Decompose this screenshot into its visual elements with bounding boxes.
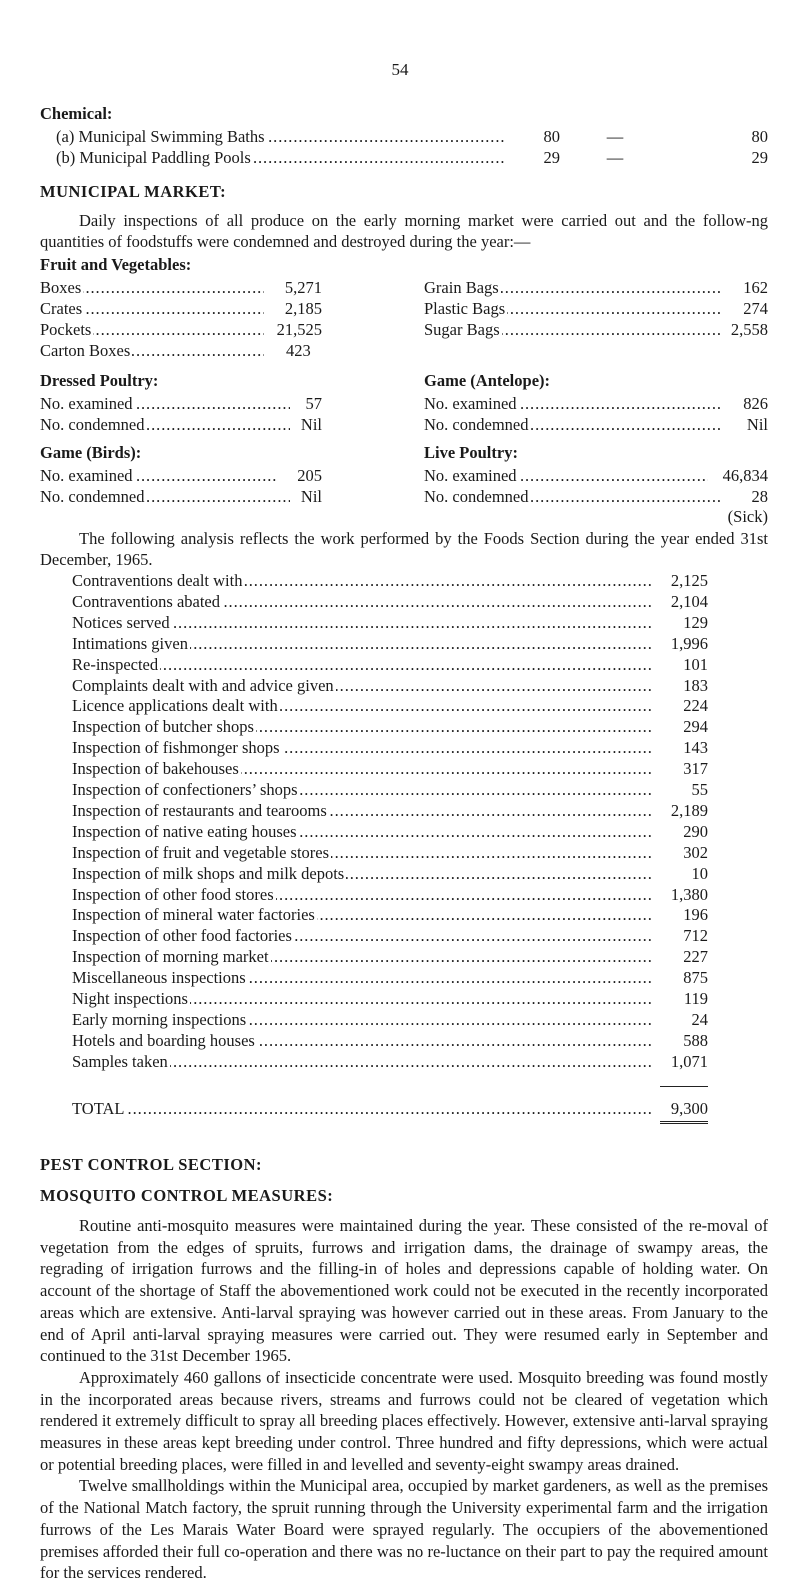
foods-row: Re-inspected . . . bbox=[72, 654, 652, 675]
live-poultry-heading: Live Poultry: bbox=[424, 443, 518, 462]
market-heading: MUNICIPAL MARKET: bbox=[40, 182, 227, 201]
foods-value: 1,380 bbox=[670, 885, 708, 904]
total-row: TOTAL . . . bbox=[72, 1098, 652, 1119]
total-value: 9,300 bbox=[670, 1099, 708, 1118]
chemical-row: (a) Municipal Swimming Baths . . . bbox=[56, 126, 506, 147]
pest-heading: PEST CONTROL SECTION: bbox=[40, 1155, 263, 1174]
foods-row: Inspection of confectioners’ shops . . . bbox=[72, 779, 652, 800]
game-antelope-row: No. condemned . . . bbox=[424, 414, 720, 435]
game-birds-value: Nil bbox=[300, 487, 322, 506]
fruit-value: 5,271 bbox=[284, 278, 322, 297]
live-poultry-value: 28 bbox=[751, 487, 768, 506]
live-poultry-note: (Sick) bbox=[727, 507, 768, 526]
foods-row: Inspection of native eating houses . . . bbox=[72, 821, 652, 842]
chemical-heading: Chemical: bbox=[40, 104, 113, 123]
fruit-row: Sugar Bags . . . bbox=[424, 319, 720, 340]
dressed-poultry-row: No. examined . . . bbox=[40, 393, 290, 414]
foods-value: 1,996 bbox=[670, 634, 708, 653]
foods-row: Inspection of morning market . . . bbox=[72, 946, 652, 967]
chemical-total: 80 bbox=[751, 127, 768, 146]
fruit-row: Boxes . . . bbox=[40, 277, 264, 298]
foods-value: 294 bbox=[683, 717, 708, 736]
fruit-value: 2,558 bbox=[730, 320, 768, 339]
game-birds-row: No. examined . . . bbox=[40, 465, 278, 486]
foods-row: Miscellaneous inspections . . . bbox=[72, 967, 652, 988]
foods-value: 2,104 bbox=[670, 592, 708, 611]
live-poultry-value: 46,834 bbox=[722, 466, 768, 485]
foods-row: Inspection of milk shops and milk depots . . . bbox=[72, 863, 652, 884]
foods-row: Licence applications dealt with . . . bbox=[72, 695, 652, 716]
foods-value: 224 bbox=[683, 696, 708, 715]
total-rule-bottom bbox=[660, 1121, 708, 1124]
foods-value: 302 bbox=[683, 843, 708, 862]
fruit-row: Pockets . . . bbox=[40, 319, 264, 340]
foods-row: Contraventions dealt with . . . bbox=[72, 570, 652, 591]
foods-value: 24 bbox=[691, 1010, 708, 1029]
dressed-poultry-heading: Dressed Poultry: bbox=[40, 371, 159, 390]
chemical-value: 29 bbox=[543, 148, 560, 167]
page-number: 54 bbox=[391, 60, 409, 79]
foods-value: 2,189 bbox=[670, 801, 708, 820]
market-intro: Daily inspections of all produce on the early morning market were carried out and the follow-ng quantities of foodstuffs were condemned and destroyed during the year:— bbox=[40, 211, 768, 251]
foods-value: 875 bbox=[683, 968, 708, 987]
dressed-poultry-row: No. condemned . . . bbox=[40, 414, 290, 435]
game-antelope-value: Nil bbox=[746, 415, 768, 434]
chemical-dash: — bbox=[606, 148, 624, 167]
foods-value: 588 bbox=[683, 1031, 708, 1050]
game-birds-value: 205 bbox=[297, 466, 322, 485]
game-antelope-row: No. examined . . . bbox=[424, 393, 720, 414]
chemical-total: 29 bbox=[751, 148, 768, 167]
fruit-heading: Fruit and Vegetables: bbox=[40, 255, 192, 274]
foods-value: 183 bbox=[683, 676, 708, 695]
foods-value: 2,125 bbox=[670, 571, 708, 590]
live-poultry-row: No. examined . . . bbox=[424, 465, 708, 486]
foods-row: Notices served . . . bbox=[72, 612, 652, 633]
foods-row: Intimations given . . . bbox=[72, 633, 652, 654]
fruit-value: 162 bbox=[743, 278, 768, 297]
mosquito-heading: MOSQUITO CONTROL MEASURES: bbox=[40, 1186, 334, 1205]
foods-row: Inspection of fishmonger shops . . . bbox=[72, 737, 652, 758]
foods-value: 129 bbox=[683, 613, 708, 632]
foods-row: Inspection of fruit and vegetable stores . . . bbox=[72, 842, 652, 863]
chemical-value: 80 bbox=[543, 127, 560, 146]
fruit-row: Crates . . . bbox=[40, 298, 264, 319]
pest-paragraph: Routine anti-mosquito measures were maintained during the year. These consisted of the re-moval of vegetation from the edges of spruits, furrows and irrigation dams, the drainage of swampy areas, the regrading of irrigation furrows and the filling-in of holes and depressions capable of holding water. On account of the shortage of Staff the abovementioned work could not be executed in the recently incorporated areas which are extensive. Anti-larval spraying was however carried out in these areas. From January to the end of April anti-larval spraying measures were carried out. They were resumed early in September and continued to the 31st December 1965. bbox=[40, 1216, 768, 1366]
dressed-poultry-value: Nil bbox=[300, 415, 322, 434]
game-antelope-value: 826 bbox=[743, 394, 768, 413]
game-birds-heading: Game (Birds): bbox=[40, 443, 142, 462]
foods-intro: The following analysis reflects the work performed by the Foods Section during the year ended 31st December, 1965. bbox=[40, 529, 768, 569]
game-birds-row: No. condemned . . . bbox=[40, 486, 290, 507]
foods-value: 119 bbox=[683, 989, 708, 1008]
foods-row: Inspection of mineral water factories . . . bbox=[72, 904, 652, 925]
foods-row: Early morning inspections . . . bbox=[72, 1009, 652, 1030]
pest-paragraph: Twelve smallholdings within the Municipal area, occupied by market gardeners, as well as the premises of the National Match factory, the spruit running through the University experimental farm and the irrigation furrows of the Les Marais Water Board were sprayed regularly. The occupiers of the abovementioned premises afforded their full co-operation and there was no re-luctance on their part to pay the required amount for the services rendered. bbox=[40, 1476, 768, 1583]
foods-value: 143 bbox=[683, 738, 708, 757]
live-poultry-row: No. condemned . . . bbox=[424, 486, 720, 507]
fruit-row: Grain Bags . . . bbox=[424, 277, 720, 298]
foods-value: 1,071 bbox=[670, 1052, 708, 1071]
foods-value: 290 bbox=[683, 822, 708, 841]
foods-value: 227 bbox=[683, 947, 708, 966]
foods-value: 55 bbox=[691, 780, 708, 799]
pest-paragraph: Approximately 460 gallons of insecticide concentrate were used. Mosquito breeding was found mostly in the incorporated areas because rivers, streams and furrows could not be cleared of vegetation which rendered it extremely difficult to spray all breeding places effectively. However, extensive anti-larval spraying measures in these areas kept breeding under control. Three hundred and fifty depressions, which were actual or potential breeding places, were filled in and levelled and seventy-eight swampy areas drained. bbox=[40, 1367, 768, 1474]
fruit-row: Plastic Bags . . . bbox=[424, 298, 720, 319]
total-rule-top bbox=[660, 1086, 708, 1087]
foods-row: Night inspections . . . bbox=[72, 988, 652, 1009]
game-antelope-heading: Game (Antelope): bbox=[424, 371, 551, 390]
fruit-row: Carton Boxes . . . bbox=[40, 340, 264, 361]
fruit-value: 2,185 bbox=[284, 299, 322, 318]
chemical-row: (b) Municipal Paddling Pools . . . bbox=[56, 147, 506, 168]
foods-row: Inspection of bakehouses . . . bbox=[72, 758, 652, 779]
foods-value: 712 bbox=[683, 926, 708, 945]
fruit-value: 423 bbox=[286, 341, 311, 360]
foods-value: 10 bbox=[691, 864, 708, 883]
foods-value: 196 bbox=[683, 905, 708, 924]
foods-value: 317 bbox=[683, 759, 708, 778]
foods-row: Inspection of other food factories . . . bbox=[72, 925, 652, 946]
foods-row: Inspection of restaurants and tearooms . . . bbox=[72, 800, 652, 821]
foods-row: Hotels and boarding houses . . . bbox=[72, 1030, 652, 1051]
foods-row: Contraventions abated . . . bbox=[72, 591, 652, 612]
fruit-value: 21,525 bbox=[276, 320, 322, 339]
foods-row: Inspection of butcher shops . . . bbox=[72, 716, 652, 737]
foods-row: Complaints dealt with and advice given . . . bbox=[72, 675, 652, 696]
foods-row: Inspection of other food stores . . . bbox=[72, 884, 652, 905]
foods-value: 101 bbox=[683, 655, 708, 674]
pest-body bbox=[40, 1215, 768, 1584]
foods-row: Samples taken . . . bbox=[72, 1051, 652, 1072]
chemical-dash: — bbox=[606, 127, 624, 146]
fruit-value: 274 bbox=[743, 299, 768, 318]
dressed-poultry-value: 57 bbox=[305, 394, 322, 413]
